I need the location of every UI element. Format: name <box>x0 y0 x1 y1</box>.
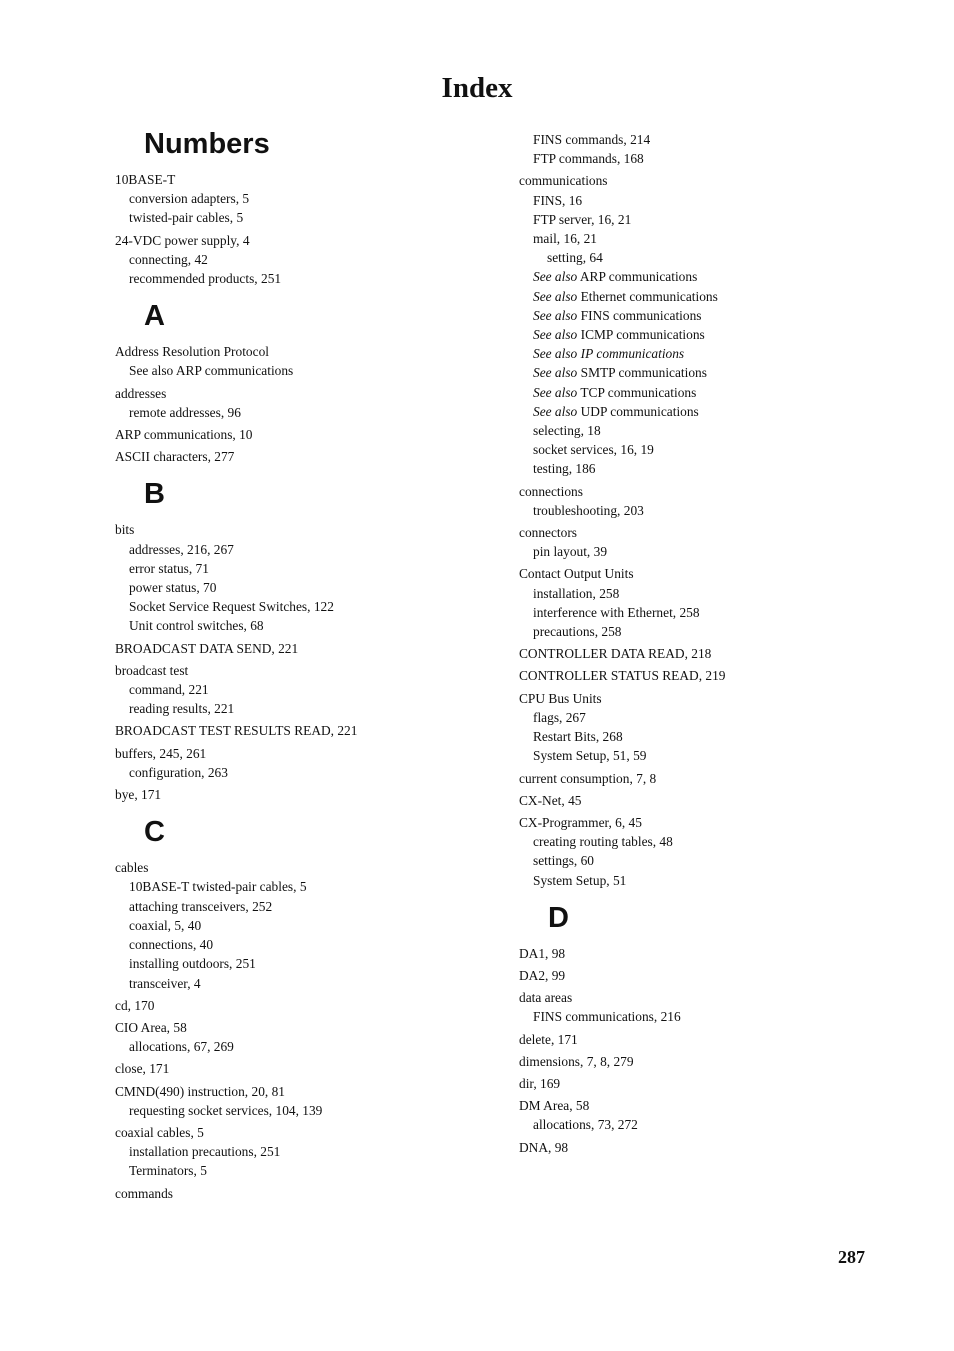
index-column-left <box>115 124 495 1206</box>
index-subterm <box>519 440 899 459</box>
index-subterm <box>519 344 899 363</box>
index-term-text: Terminators, 5 <box>129 1163 207 1179</box>
see-also-label: See also <box>533 269 578 285</box>
index-subterm <box>115 974 495 993</box>
index-section <box>115 124 495 288</box>
index-term-text: BROADCAST TEST RESULTS READ, 221 <box>115 723 358 739</box>
index-term <box>519 813 899 832</box>
index-entry <box>519 1052 899 1071</box>
index-term-text: installation, 258 <box>533 585 620 601</box>
index-term-text: FTP server, 16, 21 <box>533 211 632 227</box>
index-term-text: connections <box>519 483 583 499</box>
index-term <box>115 721 495 740</box>
index-term-text: flags, 267 <box>533 709 586 725</box>
index-term-text: Socket Service Request Switches, 122 <box>129 599 334 615</box>
index-term-text: testing, 186 <box>533 461 596 477</box>
index-term-text: System Setup, 51 <box>533 872 627 888</box>
index-section <box>519 898 899 1157</box>
index-term <box>115 231 495 250</box>
index-entry <box>519 769 899 788</box>
index-subterm <box>519 727 899 746</box>
index-subterm <box>519 851 899 870</box>
index-term <box>519 988 899 1007</box>
index-term-text: CONTROLLER STATUS READ, 219 <box>519 668 726 684</box>
index-term-text: CX-Programmer, 6, 45 <box>519 814 642 830</box>
index-term-text: settings, 60 <box>533 853 595 869</box>
index-term-text: DA1, 98 <box>519 945 566 961</box>
index-column-right <box>519 130 899 1160</box>
index-entry <box>115 1059 495 1078</box>
index-subterm <box>115 597 495 616</box>
index-term-text: CMND(490) instruction, 20, 81 <box>115 1083 285 1099</box>
index-term-text: attaching transceivers, 252 <box>129 898 273 914</box>
index-term-text: DA2, 99 <box>519 967 566 983</box>
index-term-text: FINS communications <box>580 307 702 323</box>
index-term-text: UDP communications <box>580 403 699 419</box>
index-subterm <box>519 832 899 851</box>
section-heading: Numbers <box>144 128 270 160</box>
index-term-text: CX-Net, 45 <box>519 792 582 808</box>
index-term <box>519 1052 899 1071</box>
index-term <box>115 520 495 539</box>
index-term-text: error status, 71 <box>129 560 209 576</box>
index-term <box>519 564 899 583</box>
see-also-label: See also <box>533 307 578 323</box>
index-term-text: cd, 170 <box>115 997 155 1013</box>
index-subterm <box>115 361 495 380</box>
index-term-text: recommended products, 251 <box>129 271 282 287</box>
index-entry <box>115 384 495 422</box>
index-term <box>519 966 899 985</box>
index-subterm <box>519 267 899 286</box>
index-entry <box>115 425 495 444</box>
index-term-text: CIO Area, 58 <box>115 1019 187 1035</box>
index-term-text: See also ARP communications <box>129 363 294 379</box>
index-term-text: power status, 70 <box>129 580 217 596</box>
index-term-text: data areas <box>519 990 573 1006</box>
index-entry <box>519 988 899 1026</box>
index-entry <box>115 1123 495 1181</box>
index-term <box>115 639 495 658</box>
index-entry <box>115 721 495 740</box>
index-entry <box>519 813 899 890</box>
index-term-text: precautions, 258 <box>533 624 622 640</box>
index-subterm <box>115 1037 495 1056</box>
index-subterm <box>115 877 495 896</box>
index-subterm <box>519 603 899 622</box>
index-subterm <box>115 763 495 782</box>
index-term-text: transceiver, 4 <box>129 975 201 991</box>
index-term <box>519 171 899 190</box>
index-term <box>519 1074 899 1093</box>
index-term-text: CONTROLLER DATA READ, 218 <box>519 646 712 662</box>
index-subterm <box>115 1142 495 1161</box>
index-subterm <box>519 501 899 520</box>
index-term-text: connections, 40 <box>129 937 214 953</box>
index-term-text: close, 171 <box>115 1061 170 1077</box>
see-also-label: See also <box>533 403 578 419</box>
index-entry <box>519 689 899 766</box>
index-entry <box>519 944 899 963</box>
index-term <box>519 769 899 788</box>
index-term-text: remote addresses, 96 <box>129 404 241 420</box>
index-term-text: FINS communications, 216 <box>533 1009 681 1025</box>
index-entry <box>519 644 899 663</box>
index-term <box>115 1018 495 1037</box>
index-subterm <box>519 210 899 229</box>
index-term-text: ARP communications <box>579 269 698 285</box>
index-term-text: dimensions, 7, 8, 279 <box>519 1053 634 1069</box>
section-heading: B <box>144 478 165 511</box>
index-subterm <box>519 325 899 344</box>
index-subterm <box>115 897 495 916</box>
index-term-text: DNA, 98 <box>519 1139 569 1155</box>
index-term-text: setting, 64 <box>547 250 603 266</box>
index-term <box>519 944 899 963</box>
page-number: 287 <box>838 1247 865 1267</box>
index-subterm <box>519 306 899 325</box>
index-entry <box>519 482 899 520</box>
index-subterm <box>115 269 495 288</box>
index-term-text: TCP communications <box>580 384 697 400</box>
index-term-text: commands <box>115 1185 174 1201</box>
index-term-text: connecting, 42 <box>129 251 208 267</box>
section-heading: A <box>144 300 165 333</box>
section-heading: C <box>144 816 165 849</box>
index-term-text: buffers, 245, 261 <box>115 745 207 761</box>
index-term-text: ICMP communications <box>580 327 705 343</box>
index-term <box>519 644 899 663</box>
index-subterm <box>115 403 495 422</box>
index-term-text: connectors <box>519 525 578 541</box>
index-subterm <box>115 916 495 935</box>
index-term-text: conversion adapters, 5 <box>129 191 250 207</box>
index-term-text: DM Area, 58 <box>519 1098 590 1114</box>
index-subterm <box>115 208 495 227</box>
index-term-text: requesting socket services, 104, 139 <box>129 1102 323 1118</box>
index-term-text: reading results, 221 <box>129 701 235 717</box>
index-term <box>115 785 495 804</box>
index-subterm <box>519 459 899 478</box>
index-section <box>115 474 495 804</box>
index-term-text: Contact Output Units <box>519 566 634 582</box>
index-entry <box>519 564 899 641</box>
see-also-label: See also <box>533 384 578 400</box>
index-subterm <box>519 622 899 641</box>
index-subterm <box>519 421 899 440</box>
index-term-text: command, 221 <box>129 682 209 698</box>
index-entry <box>115 447 495 466</box>
index-subterm <box>519 248 899 267</box>
index-subterm <box>115 578 495 597</box>
index-subterm <box>115 1161 495 1180</box>
index-entry <box>519 1074 899 1093</box>
index-subterm <box>519 871 899 890</box>
index-subterm <box>115 540 495 559</box>
index-term-text: ARP communications, 10 <box>115 427 253 443</box>
index-term-text: Address Resolution Protocol <box>115 344 269 360</box>
index-subterm <box>115 954 495 973</box>
index-subterm <box>519 1007 899 1026</box>
see-also-label: See also <box>533 365 578 381</box>
see-also-label: See also <box>533 288 578 304</box>
index-entry <box>115 785 495 804</box>
index-subterm <box>115 189 495 208</box>
index-subterm <box>519 708 899 727</box>
index-entry <box>519 523 899 561</box>
index-entry <box>115 1184 495 1203</box>
index-term-text: communications <box>519 173 608 189</box>
index-term-text: System Setup, 51, 59 <box>533 748 647 764</box>
index-entry <box>519 791 899 810</box>
index-section <box>115 296 495 466</box>
see-also-label: See also <box>533 327 578 343</box>
index-term <box>519 523 899 542</box>
index-subterm <box>519 402 899 421</box>
index-term-text: IP communications <box>580 346 685 362</box>
index-term-text: allocations, 67, 269 <box>129 1039 234 1055</box>
index-subterm <box>115 935 495 954</box>
index-term-text: installing outdoors, 251 <box>129 956 256 972</box>
index-subterm <box>115 559 495 578</box>
index-subterm <box>519 542 899 561</box>
index-entry <box>519 171 899 478</box>
index-term-text: bye, 171 <box>115 787 162 803</box>
index-term-text: Restart Bits, 268 <box>533 729 623 745</box>
section-heading: D <box>548 901 569 934</box>
index-entry <box>519 1138 899 1157</box>
index-term <box>115 384 495 403</box>
index-subterm <box>519 1115 899 1134</box>
index-term <box>115 1123 495 1142</box>
index-term <box>519 666 899 685</box>
index-subterm <box>115 616 495 635</box>
index-term <box>115 996 495 1015</box>
index-entry <box>115 231 495 289</box>
index-term-text: BROADCAST DATA SEND, 221 <box>115 640 299 656</box>
index-term-text: twisted-pair cables, 5 <box>129 210 244 226</box>
index-entry <box>519 1030 899 1049</box>
index-entry <box>519 966 899 985</box>
index-term-text: ASCII characters, 277 <box>115 449 235 465</box>
index-term-text: dir, 169 <box>519 1075 561 1091</box>
index-term-text: configuration, 263 <box>129 764 228 780</box>
index-term-text: 10BASE-T twisted-pair cables, 5 <box>129 879 307 895</box>
index-section <box>115 812 495 1202</box>
index-term-text: creating routing tables, 48 <box>533 834 673 850</box>
index-term-text: FINS commands, 214 <box>533 132 651 147</box>
index-term-text: coaxial cables, 5 <box>115 1124 204 1140</box>
index-subterm <box>519 149 899 168</box>
index-entry <box>115 1082 495 1120</box>
index-term-text: 24-VDC power supply, 4 <box>115 232 250 248</box>
index-entry <box>115 170 495 228</box>
index-term-text: broadcast test <box>115 662 189 678</box>
index-term <box>115 1184 495 1203</box>
index-entry <box>115 342 495 380</box>
index-subterm <box>519 746 899 765</box>
index-subterm <box>519 363 899 382</box>
index-section <box>519 130 899 890</box>
index-term <box>519 791 899 810</box>
index-entry <box>115 520 495 635</box>
index-term-text: addresses <box>115 385 167 401</box>
index-subterm <box>115 699 495 718</box>
index-term-text: 10BASE-T <box>115 172 176 187</box>
index-term <box>115 744 495 763</box>
index-term-text: Ethernet communications <box>580 288 718 304</box>
index-term <box>519 482 899 501</box>
index-subterm <box>519 287 899 306</box>
index-subterm <box>519 191 899 210</box>
index-term-text: installation precautions, 251 <box>129 1144 281 1160</box>
index-term <box>519 689 899 708</box>
index-entry <box>519 1096 899 1134</box>
see-also-label: See also <box>533 346 578 362</box>
index-subterm <box>115 1101 495 1120</box>
index-term <box>115 858 495 877</box>
index-term-text: interference with Ethernet, 258 <box>533 604 700 620</box>
index-term <box>115 661 495 680</box>
index-entry <box>115 661 495 719</box>
index-term-text: troubleshooting, 203 <box>533 502 644 518</box>
index-term <box>115 447 495 466</box>
index-term-text: bits <box>115 522 135 538</box>
index-term <box>519 1096 899 1115</box>
index-term-text: addresses, 216, 267 <box>129 541 234 557</box>
index-term-text: FTP commands, 168 <box>533 151 644 167</box>
index-term-text: pin layout, 39 <box>533 544 608 560</box>
index-term-text: mail, 16, 21 <box>533 231 597 247</box>
index-subterm <box>519 383 899 402</box>
index-term-text: socket services, 16, 19 <box>533 442 654 458</box>
index-term-text: coaxial, 5, 40 <box>129 917 202 933</box>
index-term-text: delete, 171 <box>519 1031 578 1047</box>
index-subterm <box>519 229 899 248</box>
index-subterm <box>519 584 899 603</box>
index-term <box>519 1030 899 1049</box>
index-term-text: current consumption, 7, 8 <box>519 770 657 786</box>
index-term-text: FINS, 16 <box>533 192 583 208</box>
index-subterm <box>115 250 495 269</box>
index-term <box>115 342 495 361</box>
index-term-text: CPU Bus Units <box>519 690 602 706</box>
index-term-text: allocations, 73, 272 <box>533 1117 638 1133</box>
index-entry <box>115 996 495 1015</box>
index-entry <box>115 1018 495 1056</box>
index-term <box>519 1138 899 1157</box>
index-subterm <box>519 130 899 149</box>
index-term-text: Unit control switches, 68 <box>129 618 264 634</box>
index-subterm <box>115 680 495 699</box>
page-title: Index <box>441 72 513 104</box>
index-entry <box>115 858 495 992</box>
index-term <box>115 1059 495 1078</box>
index-term-text: selecting, 18 <box>533 423 601 439</box>
index-entry <box>519 130 899 168</box>
index-entry <box>115 744 495 782</box>
index-term-text: SMTP communications <box>580 365 707 381</box>
index-term <box>115 170 495 189</box>
index-entry <box>519 666 899 685</box>
index-term <box>115 425 495 444</box>
index-term <box>115 1082 495 1101</box>
index-entry <box>115 639 495 658</box>
index-term-text: cables <box>115 860 149 876</box>
